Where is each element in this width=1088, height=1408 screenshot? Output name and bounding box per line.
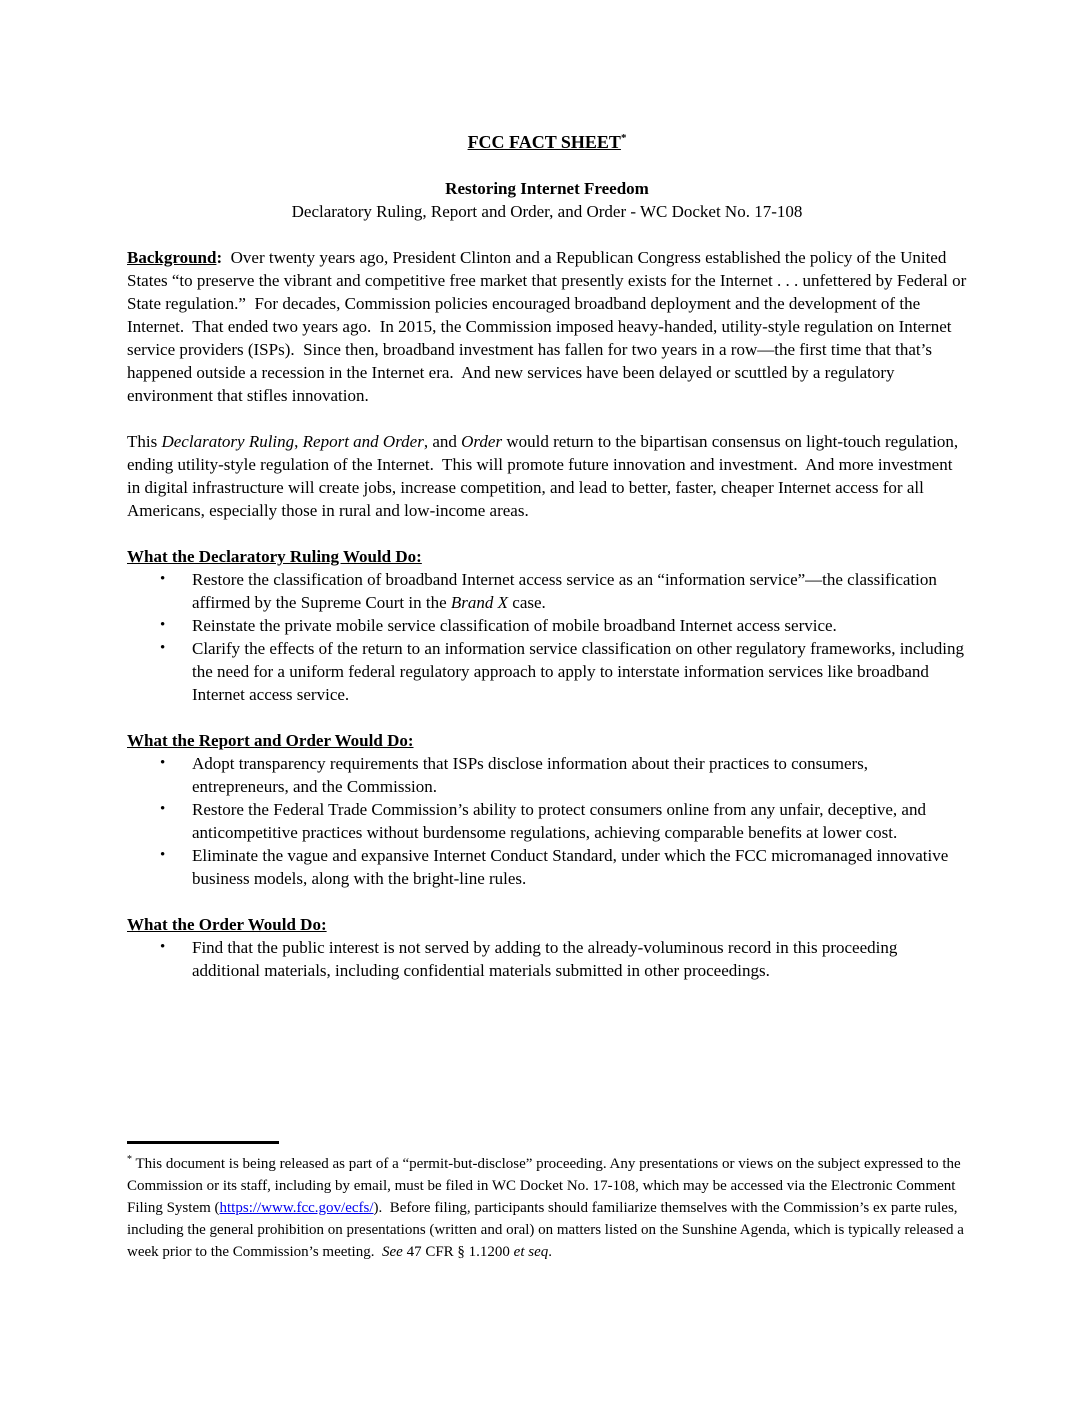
background-text: Over twenty years ago, President Clinton and a Republican Congress established the policy of the United States “to preserve the vibrant and competitive free market that presently exists for the Internet . . . unfettered by Federal or State regulation.” For decades, Commission policies encouraged broadband deployment and the development of the Internet. That ended two years ago. In 2015, the Commission imposed heavy-handed, utility-style regulation on Internet service providers (ISPs). Since then, broadband investment has fallen for two years in a row—the first time that that’s happened outside a recession in the Internet era. And new services have been delayed or scuttled by a regulatory environment that stifles innovation. <box>127 248 971 405</box>
section-heading-report-and-order: What the Report and Order Would Do: <box>127 731 414 750</box>
intro-paragraph <box>127 430 967 522</box>
bullet-text: Reinstate the private mobile service classification of mobile broadband Internet access service. <box>192 616 837 635</box>
intro-italic-report-and-order: Report and Order <box>302 432 424 451</box>
bullet-icon: • <box>160 640 166 656</box>
ecfs-link[interactable]: https://www.fcc.gov/ecfs/ <box>219 1200 374 1216</box>
intro-text: , <box>294 432 303 451</box>
et-seq-italic: et seq <box>513 1244 549 1260</box>
intro-text: would return to the bipartisan consensus on light-touch regulation, ending utility-style regulation of the Internet. This will promote future innovation and investment. And more investment in digital infrastructure will create jobs, increase competition, and lead to better, faster, cheaper Internet access for all Americans, especially those in rural and low-income areas. <box>127 432 963 520</box>
intro-italic-declaratory-ruling: Declaratory Ruling <box>161 432 295 451</box>
bullet-text: Restore the classification of broadband Internet access service as an “information service”—the classification affirmed by the Supreme Court in the Brand X case. <box>192 570 942 612</box>
section-order <box>127 913 967 982</box>
document-title <box>127 131 967 154</box>
footnote-marker: * <box>127 1154 132 1165</box>
brand-x-italic: Brand X <box>450 593 509 612</box>
footnote-text: * This document is being released as part of a “permit-but-disclose” proceeding. Any presentations or views on the subject expressed to the Commission or its staff, including by email, must be filed in WC Docket No. 17-108, which may be accessed via the Electronic Comment Filing System (https://www.fcc.gov/ecfs/). Before filing, participants should familiarize themselves with the Commission’s ex parte rules, including the general prohibition on presentations (written and oral) on matters listed on the Sunshine Agenda, which is typically released a week prior to the Commission’s meeting. See 47 CFR § 1.1200 et seq. <box>127 1154 968 1260</box>
background-paragraph <box>127 246 971 407</box>
bullet-text: Restore the Federal Trade Commission’s ability to protect consumers online from any unfair, deceptive, and anticompetitive practices without burdensome regulations, achieving comparable benefits at lower cost. <box>192 800 931 842</box>
document-docket-line: Declaratory Ruling, Report and Order, and Order - WC Docket No. 17-108 <box>291 202 803 221</box>
bullet-text: Find that the public interest is not served by adding to the already-voluminous record in this proceeding additional materials, including confidential materials submitted in other proceedings. <box>192 938 902 980</box>
bullet-icon: • <box>160 571 166 587</box>
title-block <box>127 131 967 223</box>
section-heading-declaratory-ruling: What the Declaratory Ruling Would Do: <box>127 547 422 566</box>
title-footnote-marker: * <box>620 132 627 144</box>
footnote-block <box>127 1141 972 1263</box>
document-title-text: FCC FACT SHEET <box>467 132 621 152</box>
bullet-icon: • <box>160 617 166 633</box>
intro-text: , and <box>423 432 462 451</box>
footnote-separator-rule <box>127 1141 279 1144</box>
bullet-item <box>160 752 967 798</box>
bullet-icon: • <box>160 847 166 863</box>
bullet-list <box>127 752 967 890</box>
see-italic: See <box>381 1244 403 1260</box>
bullet-list <box>127 936 967 982</box>
bullet-icon: • <box>160 939 166 955</box>
section-report-and-order <box>127 729 967 890</box>
bullet-item <box>160 844 967 890</box>
bullet-icon: • <box>160 755 166 771</box>
section-heading-order: What the Order Would Do: <box>127 915 327 934</box>
bullet-text: Adopt transparency requirements that ISPs disclose information about their practices to consumers, entrepreneurs, and the Commission. <box>192 754 873 796</box>
intro-italic-order: Order <box>461 432 503 451</box>
bullet-icon: • <box>160 801 166 817</box>
bullet-text: Clarify the effects of the return to an information service classification on other regulatory frameworks, including the need for a uniform federal regulatory approach to apply to interstate information services like broadband Internet access service. <box>192 639 969 704</box>
document-subtitle: Restoring Internet Freedom <box>445 179 649 198</box>
document-body <box>127 131 971 982</box>
intro-text: This <box>127 432 162 451</box>
bullet-item <box>160 637 967 706</box>
bullet-item <box>160 798 967 844</box>
bullet-item <box>160 568 967 614</box>
bullet-list <box>127 568 967 706</box>
bullet-item <box>160 936 967 982</box>
bullet-item <box>160 614 967 637</box>
bullet-text: Eliminate the vague and expansive Internet Conduct Standard, under which the FCC micromanaged innovative business models, along with the bright-line rules. <box>192 846 953 888</box>
background-label: Background <box>127 248 217 267</box>
section-declaratory-ruling <box>127 545 967 706</box>
background-label-colon: : <box>216 248 223 267</box>
